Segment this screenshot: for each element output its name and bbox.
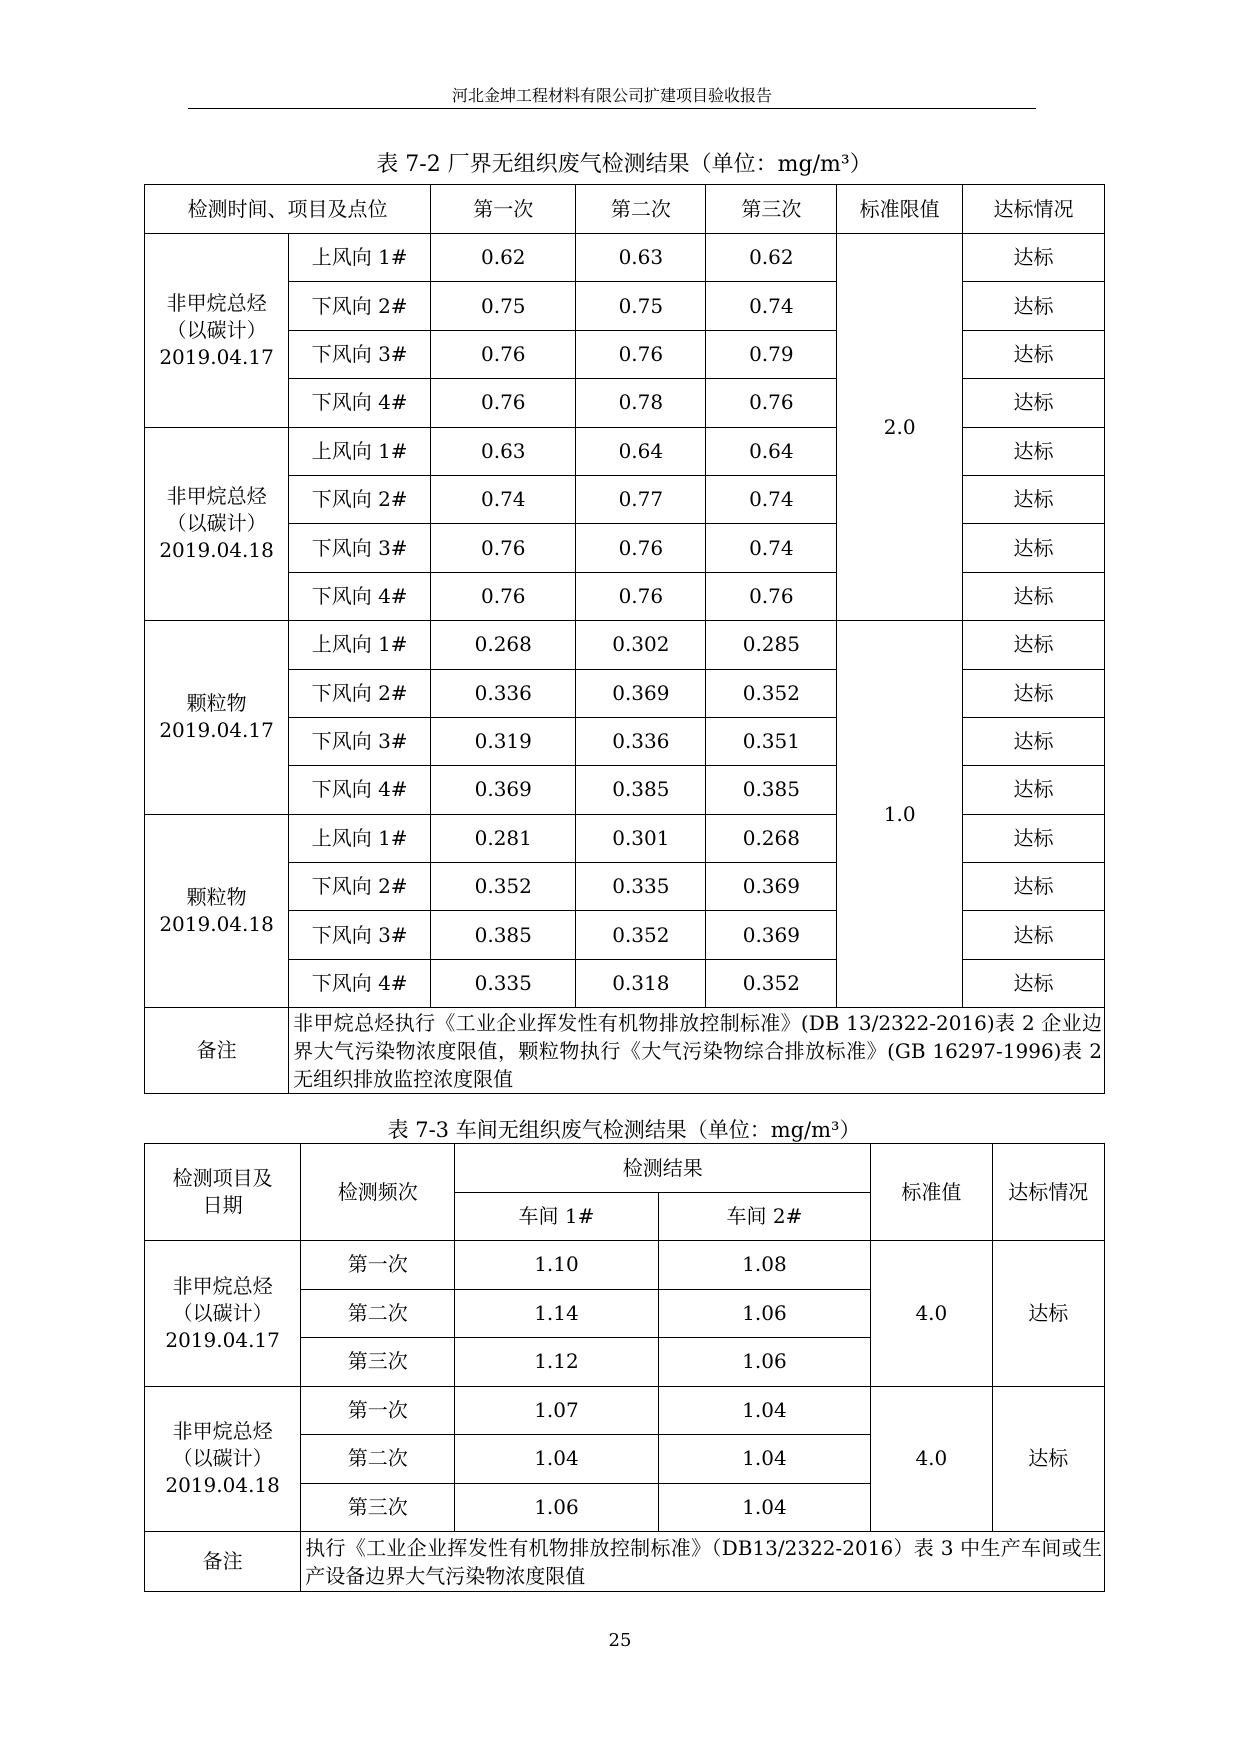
result-cell: 达标 (962, 427, 1104, 475)
result-cell: 达标 (962, 524, 1104, 572)
value-cell: 0.76 (431, 330, 576, 378)
point-cell: 上风向 1# (289, 621, 431, 669)
value-cell: 0.76 (431, 572, 576, 620)
value-cell: 0.63 (431, 427, 576, 475)
point-cell: 下风向 2# (289, 863, 431, 911)
value-cell: 0.268 (431, 621, 576, 669)
document-header: 河北金坤工程材料有限公司扩建项目验收报告 (451, 86, 772, 105)
value-cell: 1.10 (455, 1241, 658, 1290)
note-text-cell: 执行《工业企业挥发性有机物排放控制标准》（DB13/2322-2016）表 3 中生产车间或生产设备边界大气污染物浓度限值 (301, 1532, 1105, 1592)
result-cell: 达标 (962, 330, 1104, 378)
result-cell: 达标 (962, 669, 1104, 717)
value-cell: 0.62 (706, 234, 837, 282)
point-cell: 下风向 2# (289, 282, 431, 330)
group-label-line: 非甲烷总烃 (172, 1419, 273, 1444)
frequency-cell: 第二次 (301, 1435, 455, 1484)
value-cell: 1.12 (455, 1338, 658, 1387)
result-cell: 达标 (962, 959, 1104, 1007)
frequency-cell: 第一次 (301, 1241, 455, 1290)
table1-note-row (145, 1008, 1105, 1094)
value-cell: 0.76 (576, 524, 706, 572)
result-cell: 达标 (962, 282, 1104, 330)
value-cell: 0.64 (576, 427, 706, 475)
header-cell: 第一次 (431, 185, 576, 234)
value-cell: 0.64 (706, 427, 837, 475)
value-cell: 0.318 (576, 959, 706, 1007)
group-label-line: 非甲烷总烃 (166, 290, 267, 315)
header-cell: 第二次 (576, 185, 706, 234)
page-number: 25 (608, 1630, 632, 1651)
value-cell: 0.352 (576, 911, 706, 959)
value-cell: 0.74 (706, 282, 837, 330)
group-label-line: 2019.04.17 (165, 1327, 280, 1352)
value-cell: 1.06 (455, 1483, 658, 1532)
header-cell: 车间 2# (658, 1193, 870, 1241)
value-cell: 1.07 (455, 1386, 658, 1435)
table-row (145, 1241, 1105, 1290)
value-cell: 0.351 (706, 717, 837, 765)
value-cell: 0.369 (431, 766, 576, 814)
value-cell: 0.385 (576, 766, 706, 814)
point-cell: 下风向 3# (289, 911, 431, 959)
header-line: 检测项目及 (172, 1166, 273, 1190)
value-cell: 0.335 (576, 863, 706, 911)
value-cell: 0.75 (431, 282, 576, 330)
value-cell: 0.74 (706, 524, 837, 572)
value-cell: 1.04 (658, 1483, 870, 1532)
group-label-cell (145, 621, 289, 815)
value-cell: 1.04 (455, 1435, 658, 1484)
value-cell: 0.319 (431, 717, 576, 765)
table2-caption: 表 7-3 车间无组织废气检测结果（单位：mg/m³） (387, 1118, 861, 1142)
frequency-cell: 第二次 (301, 1289, 455, 1338)
value-cell: 0.76 (431, 379, 576, 427)
group-label-line: 颗粒物 (186, 691, 247, 716)
value-cell: 0.385 (431, 911, 576, 959)
point-cell: 下风向 4# (289, 379, 431, 427)
value-cell: 1.04 (658, 1386, 870, 1435)
value-cell: 0.369 (576, 669, 706, 717)
value-cell: 0.352 (431, 863, 576, 911)
value-cell: 0.369 (706, 911, 837, 959)
value-cell: 0.285 (706, 621, 837, 669)
group-label-line: （以碳计） (172, 1446, 273, 1471)
group-label-line: 2019.04.18 (159, 538, 274, 563)
group-label-line: 2019.04.18 (159, 911, 274, 936)
value-cell: 1.06 (658, 1289, 870, 1338)
header-rule (188, 108, 1036, 109)
table2 (144, 1143, 1105, 1592)
table-row (145, 234, 1105, 282)
header-cell: 达标情况 (962, 185, 1104, 234)
point-cell: 下风向 4# (289, 959, 431, 1007)
note-label-cell: 备注 (145, 1532, 301, 1592)
value-cell: 0.76 (431, 524, 576, 572)
value-cell: 0.369 (706, 863, 837, 911)
point-cell: 下风向 4# (289, 766, 431, 814)
value-cell: 0.79 (706, 330, 837, 378)
value-cell: 1.06 (658, 1338, 870, 1387)
group-label-line: 非甲烷总烃 (172, 1273, 273, 1298)
note-text-cell: 非甲烷总烃执行《工业企业挥发性有机物排放控制标准》(DB 13/2322-2016)表 2 企业边界大气污染物浓度限值，颗粒物执行《大气污染物综合排放标准》(GB 16297-1996)表 2 无组织排放监控浓度限值 (289, 1008, 1105, 1094)
value-cell: 0.302 (576, 621, 706, 669)
header-cell: 检测结果 (455, 1144, 871, 1193)
header-line: 日期 (202, 1193, 243, 1217)
standard-cell: 4.0 (871, 1241, 992, 1387)
value-cell: 0.336 (431, 669, 576, 717)
header-cell: 标准值 (871, 1144, 992, 1241)
group-label-line: （以碳计） (166, 317, 267, 342)
table1-caption: 表 7-2 厂界无组织废气检测结果（单位：mg/m³） (376, 152, 872, 177)
value-cell: 0.352 (706, 669, 837, 717)
point-cell: 下风向 3# (289, 330, 431, 378)
standard-cell: 4.0 (871, 1386, 992, 1532)
group-label-cell (145, 1386, 301, 1532)
value-cell: 0.335 (431, 959, 576, 1007)
value-cell: 0.75 (576, 282, 706, 330)
table2-note-row (145, 1532, 1105, 1592)
value-cell: 0.301 (576, 814, 706, 862)
result-cell: 达标 (962, 621, 1104, 669)
limit-cell: 1.0 (837, 621, 963, 1008)
table1 (144, 184, 1105, 1094)
group-label-line: （以碳计） (166, 511, 267, 536)
point-cell: 下风向 3# (289, 524, 431, 572)
result-cell: 达标 (992, 1386, 1104, 1532)
point-cell: 下风向 2# (289, 475, 431, 523)
value-cell: 0.78 (576, 379, 706, 427)
group-label-cell (145, 234, 289, 428)
table2-header-row (145, 1144, 1105, 1193)
point-cell: 下风向 3# (289, 717, 431, 765)
header-cell: 车间 1# (455, 1193, 658, 1241)
point-cell: 下风向 4# (289, 572, 431, 620)
group-label-line: 2019.04.18 (165, 1473, 280, 1498)
result-cell: 达标 (962, 234, 1104, 282)
header-cell (145, 1144, 301, 1241)
result-cell: 达标 (992, 1241, 1104, 1387)
group-label-line: 颗粒物 (186, 884, 247, 909)
value-cell: 1.04 (658, 1435, 870, 1484)
table1-header-row (145, 185, 1105, 234)
value-cell: 0.76 (706, 379, 837, 427)
group-label-cell (145, 427, 289, 621)
frequency-cell: 第一次 (301, 1386, 455, 1435)
table-row (145, 1386, 1105, 1435)
result-cell: 达标 (962, 379, 1104, 427)
value-cell: 0.74 (431, 475, 576, 523)
header-cell: 检测频次 (301, 1144, 455, 1241)
result-cell: 达标 (962, 863, 1104, 911)
value-cell: 0.385 (706, 766, 837, 814)
result-cell: 达标 (962, 766, 1104, 814)
value-cell: 0.352 (706, 959, 837, 1007)
table-row (145, 621, 1105, 669)
value-cell: 0.76 (576, 572, 706, 620)
frequency-cell: 第三次 (301, 1483, 455, 1532)
frequency-cell: 第三次 (301, 1338, 455, 1387)
header-cell: 达标情况 (992, 1144, 1104, 1241)
value-cell: 1.14 (455, 1289, 658, 1338)
value-cell: 0.63 (576, 234, 706, 282)
result-cell: 达标 (962, 911, 1104, 959)
note-label-cell: 备注 (145, 1008, 289, 1094)
group-label-cell (145, 814, 289, 1008)
result-cell: 达标 (962, 475, 1104, 523)
point-cell: 上风向 1# (289, 814, 431, 862)
point-cell: 下风向 2# (289, 669, 431, 717)
point-cell: 上风向 1# (289, 234, 431, 282)
value-cell: 0.62 (431, 234, 576, 282)
result-cell: 达标 (962, 814, 1104, 862)
value-cell: 0.281 (431, 814, 576, 862)
group-label-line: 2019.04.17 (159, 718, 274, 743)
value-cell: 1.08 (658, 1241, 870, 1290)
header-cell: 检测时间、项目及点位 (145, 185, 431, 234)
value-cell: 0.76 (706, 572, 837, 620)
value-cell: 0.77 (576, 475, 706, 523)
point-cell: 上风向 1# (289, 427, 431, 475)
header-cell: 第三次 (706, 185, 837, 234)
group-label-line: （以碳计） (172, 1300, 273, 1325)
group-label-line: 非甲烷总烃 (166, 484, 267, 509)
result-cell: 达标 (962, 572, 1104, 620)
header-cell: 标准限值 (837, 185, 963, 234)
value-cell: 0.76 (576, 330, 706, 378)
value-cell: 0.336 (576, 717, 706, 765)
value-cell: 0.268 (706, 814, 837, 862)
value-cell: 0.74 (706, 475, 837, 523)
limit-cell: 2.0 (837, 234, 963, 621)
result-cell: 达标 (962, 717, 1104, 765)
group-label-line: 2019.04.17 (159, 344, 274, 369)
group-label-cell (145, 1241, 301, 1387)
